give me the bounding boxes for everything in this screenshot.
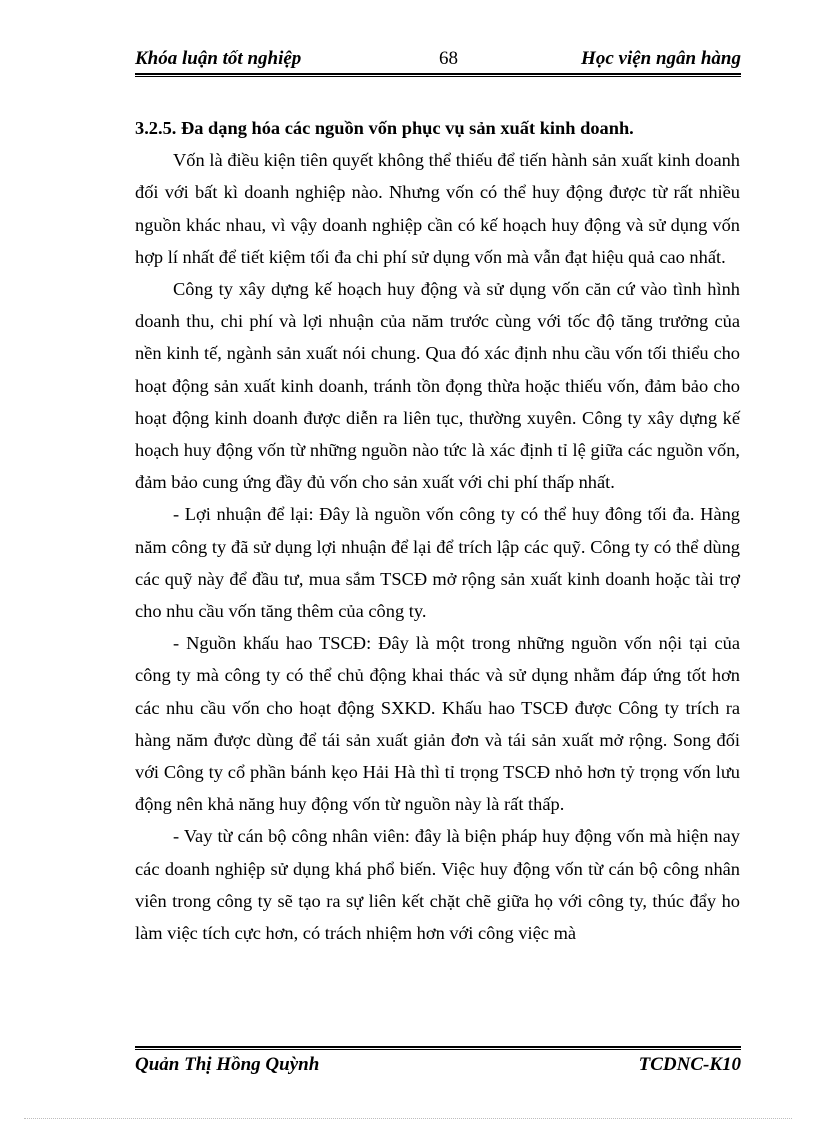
- page-number: 68: [439, 48, 458, 69]
- paragraph-capital-importance: Vốn là điều kiện tiên quyết không thể thiếu để tiến hành sản xuất kinh doanh đối với bất kì doanh nghiệp nào. Nhưng vốn có thể huy động được từ rất nhiều nguồn khác nhau, vì vậy doanh nghiệp cần có kế hoạch huy động và sử dụng vốn hợp lí nhất để tiết kiệm tối đa chi phí sử dụng vốn mà vẫn đạt hiệu quả cao nhất.: [135, 150, 740, 267]
- paragraph-retained-earnings: - Lợi nhuận để lại: Đây là nguồn vốn công ty có thể huy đông tối đa. Hàng năm công ty đã sử dụng lợi nhuận để lại để trích lập các quỹ. Công ty có thể dùng các quỹ này để đầu tư, mua sắm TSCĐ mở rộng sản xuất kinh doanh hoặc tài trợ cho nhu cầu vốn tăng thêm của công ty.: [135, 504, 740, 622]
- page-footer: [135, 1054, 741, 1080]
- header-institution: Học viện ngân hàng: [581, 48, 741, 69]
- paragraph-employee-loans: - Vay từ cán bộ công nhân viên: đây là biện pháp huy động vốn mà hiện nay các doanh nghiệp sử dụng khá phổ biến. Việc huy động vốn từ cán bộ công nhân viên trong công ty sẽ tạo ra sự liên kết chặt chẽ giữa họ với công ty, thúc đẩy ho làm việc tích cực hơn, có trách nhiệm hơn với công việc mà: [135, 826, 740, 944]
- section-heading: 3.2.5. Đa dạng hóa các nguồn vốn phục vụ sản xuất kinh doanh.: [135, 118, 634, 138]
- header-rule: [135, 73, 741, 77]
- footer-rule: [135, 1046, 741, 1050]
- paragraph-depreciation: - Nguồn khấu hao TSCĐ: Đây là một trong những nguồn vốn nội tại của công ty mà công ty có thể chủ động khai thác và sử dụng nhằm đáp ứng tốt hơn các nhu cầu vốn cho hoạt động SXKD. Khấu hao TSCĐ được Công ty trích ra hàng năm được dùng để tái sản xuất giản đơn và tái sản xuất mở rộng. Song đối với Công ty cổ phần bánh kẹo Hải Hà thì tỉ trọng TSCĐ nhỏ hơn tỷ trọng vốn lưu động nên khả năng huy động vốn từ nguồn này là rất thấp.: [135, 633, 740, 815]
- page-body: [135, 112, 740, 949]
- header-document-type: Khóa luận tốt nghiệp: [135, 48, 302, 69]
- footer-author: Quản Thị Hồng Quỳnh: [135, 1054, 320, 1075]
- page-bottom-edge: [24, 1118, 792, 1119]
- paragraph-capital-plan: Công ty xây dựng kế hoạch huy động và sử dụng vốn căn cứ vào tình hình doanh thu, chi phí và lợi nhuận của năm trước cùng với tốc độ tăng trưởng của nền kinh tế, ngành sản xuất nói chung. Qua đó xác định nhu cầu vốn tối thiểu cho hoạt động sản xuất kinh doanh, tránh tồn đọng thừa hoặc thiếu vốn, đảm bảo cho hoạt động kinh doanh được diễn ra liên tục, thường xuyên. Công ty xây dựng kế hoạch huy động vốn từ những nguồn nào tức là xác định tỉ lệ giữa các nguồn vốn, đảm bảo cung ứng đầy đủ vốn cho sản xuất với chi phí thấp nhất.: [135, 279, 740, 493]
- page-header: [135, 46, 741, 72]
- footer-class-code: TCDNC-K10: [638, 1054, 741, 1075]
